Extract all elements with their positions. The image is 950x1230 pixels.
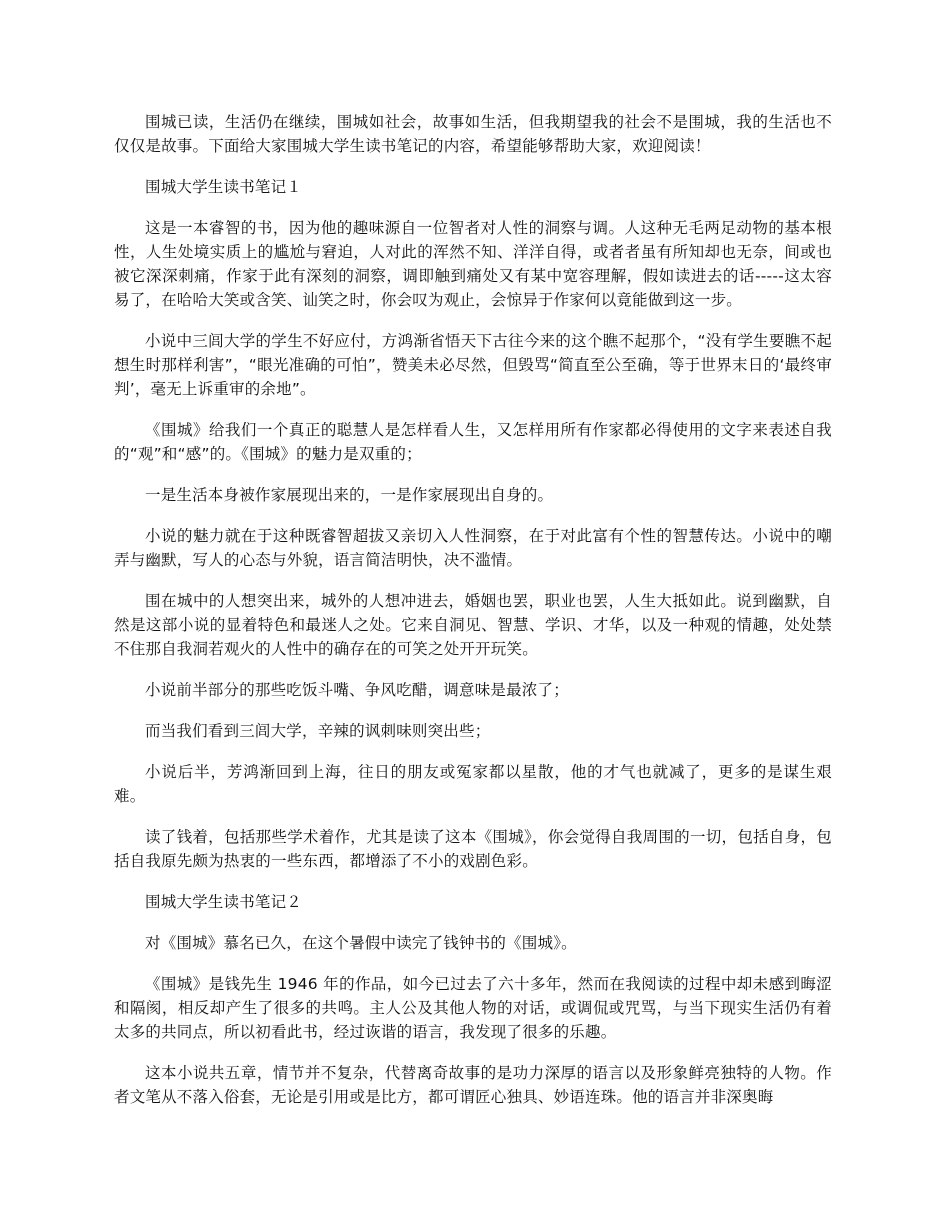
body-paragraph: 一是生活本身被作家展现出来的，一是作家展现出自身的。 <box>145 486 554 504</box>
body-paragraph: 《围城》给我们一个真正的聪慧人是怎样看人生，又怎样用所有作家都必得使用的文字来表述自我的“观”和“感”的。《围城》的魅力是双重的； <box>114 421 832 463</box>
document-body <box>114 110 832 1109</box>
body-paragraph: 围在城中的人想突出来，城外的人想冲进去，婚姻也罢，职业也罢，人生大抵如此。说到幽默，自然是这部小说的显着特色和最迷人之处。它来自洞见、智慧、学识、才华，以及一种观的情趣，处处禁不住那自我洞若观火的人性中的确存在的可笑之处开开玩笑。 <box>114 592 832 658</box>
body-paragraph: 小说中三闾大学的学生不好应付，方鸿渐省悟天下古往今来的这个瞧不起那个，“没有学生要瞧不起想生时那样利害”，“眼光准确的可怕”，赞美未必尽然，但毁骂“简直至公至确，等于世界末日的‘最终审判’，毫无上诉重审的余地”。 <box>114 332 832 398</box>
body-paragraph: 这本小说共五章，情节并不复杂，代替离奇故事的是功力深厚的语言以及形象鲜亮独特的人物。作者文笔从不落入俗套，无论是引用或是比方，都可谓匠心独具、妙语连珠。他的语言并非深奥晦 <box>114 1064 832 1106</box>
body-paragraph: 这是一本睿智的书，因为他的趣味源自一位智者对人性的洞察与调。人这种无毛两足动物的基本根性，人生处境实质上的尴尬与窘迫，人对此的浑然不知、洋洋自得，或者者虽有所知却也无奈，间或也被它深深刺痛，作家于此有深刻的洞察，调即触到痛处又有某中宽容理解，假如读进去的话-----这太容易了，在哈哈大笑或含笑、讪笑之时，你会叹为观止，会惊异于作家何以竟能做到这一步。 <box>114 219 832 309</box>
body-paragraph: 读了钱着，包括那些学术着作，尤其是读了这本《围城》，你会觉得自我周围的一切，包括自身，包括自我原先颇为热衷的一些东西，都增添了不小的戏剧色彩。 <box>114 828 832 870</box>
body-paragraph: 小说后半，芳鸿渐回到上海，往日的朋友或冤家都以星散，他的才气也就减了，更多的是谋生艰难。 <box>114 763 832 805</box>
body-paragraph: 对《围城》慕名已久，在这个暑假中读完了钱钟书的《围城》。 <box>145 934 577 952</box>
section-heading-1: 围城大学生读书笔记１ <box>145 178 303 196</box>
body-paragraph: 《围城》是钱先生 1946 年的作品，如今已过去了六十多年，然而在我阅读的过程中却未感到晦涩和隔阂，相反却产生了很多的共鸣。主人公及其他人物的对话，或调侃或咒骂，与当下现实生活仍有着太多的共同点，所以初看此书，经过诙谐的语言，我发现了很多的乐趣。 <box>114 975 832 1041</box>
intro-paragraph: 围城已读，生活仍在继续，围城如社会，故事如生活，但我期望我的社会不是围城，我的生活也不仅仅是故事。下面给大家围城大学生读书笔记的内容，希望能够帮助大家，欢迎阅读！ <box>114 113 832 155</box>
body-paragraph: 而当我们看到三闾大学，辛辣的讽刺味则突出些； <box>145 722 491 740</box>
body-paragraph: 小说前半部分的那些吃饭斗嘴、争风吃醋，调意味是最浓了； <box>145 681 569 699</box>
section-heading-2: 围城大学生读书笔记２ <box>145 893 303 911</box>
body-paragraph: 小说的魅力就在于这种既睿智超拔又亲切入人性洞察，在于对此富有个性的智慧传达。小说中的嘲弄与幽默，写人的心态与外貌，语言简洁明快，决不滥情。 <box>114 527 832 569</box>
